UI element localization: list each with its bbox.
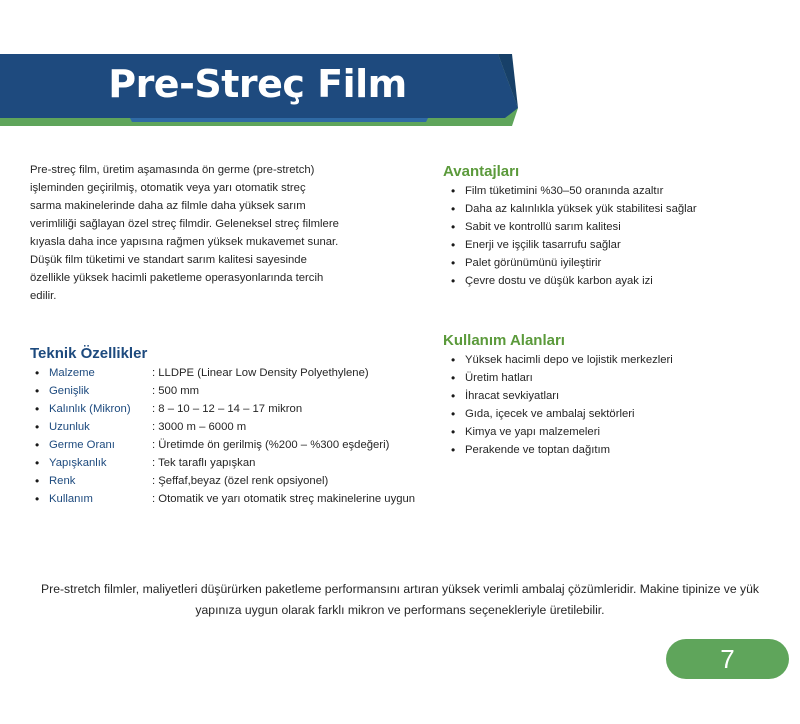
spec-label: Kullanım	[49, 493, 93, 505]
list-item: • Kimya ve yapı malzemeleri	[448, 423, 673, 441]
list-item: • Çevre dostu ve düşük karbon ayak izi	[448, 272, 697, 290]
list-item: • Üretim hatları	[448, 369, 673, 387]
spec-row	[32, 418, 415, 436]
spec-label: Kalınlık (Mikron)	[49, 403, 131, 415]
spec-row	[32, 490, 415, 508]
spec-label: Germe Oranı	[49, 439, 115, 451]
closing-paragraph: Pre-stretch filmler, maliyetleri düşürürken paketleme performansını artıran yüksek verimli ambalaj çözümleridir. Makine tipinize ve yük yapınıza uygun olarak farklı mikron ve performans seçenekleriyle üretilebilir.	[41, 582, 759, 617]
list-item: • Film tüketimini %30–50 oranında azaltır	[448, 182, 697, 200]
spec-value: : Şeffaf,beyaz (özel renk opsiyonel)	[152, 475, 329, 487]
spec-label: Uzunluk	[49, 421, 90, 433]
spec-value: : Üretimde ön gerilmiş (%200 – %300 eşdeğeri)	[152, 439, 390, 451]
usage-heading: Kullanım Alanları	[443, 332, 565, 349]
spec-label: Renk	[49, 475, 76, 487]
list-item: • Perakende ve toptan dağıtım	[448, 441, 673, 459]
list-item: • Daha az kalınlıkla yüksek yük stabilitesi sağlar	[448, 200, 697, 218]
spec-row	[32, 382, 415, 400]
spec-label: Genişlik	[49, 385, 90, 397]
advantages-heading: Avantajları	[443, 163, 520, 180]
banner-light-edge	[130, 118, 428, 122]
spec-value: : 3000 m – 6000 m	[152, 421, 247, 433]
spec-value: : 500 mm	[152, 385, 200, 397]
list-item: • Palet görünümünü iyileştirir	[448, 254, 697, 272]
list-item: • Sabit ve kontrollü sarım kalitesi	[448, 218, 697, 236]
spec-row	[32, 400, 415, 418]
spec-row	[32, 454, 415, 472]
page-number-badge: 7	[666, 639, 789, 679]
list-item: • Yüksek hacimli depo ve lojistik merkezleri	[448, 351, 673, 369]
spec-value: : 8 – 10 – 12 – 14 – 17 mikron	[152, 403, 303, 415]
list-item: • Gıda, içecek ve ambalaj sektörleri	[448, 405, 673, 423]
spec-row	[32, 472, 415, 490]
list-item: • İhracat sevkiyatları	[448, 387, 673, 405]
specs-list	[32, 364, 415, 508]
page-title: Pre-Streç Film	[108, 62, 407, 106]
spec-value: : LLDPE (Linear Low Density Polyethylene)	[152, 367, 369, 379]
usage-list	[448, 351, 673, 459]
spec-row	[32, 436, 415, 454]
spec-row	[32, 364, 415, 382]
advantages-list	[448, 182, 697, 290]
spec-label: Malzeme	[49, 367, 95, 379]
intro-paragraph: Pre-streç film, üretim aşamasında ön germe (pre-stretch) işleminden geçirilmiş, otomatik veya yarı otomatik streç sarma makinelerinde daha az filmle daha yüksek sarım verimliliği sağlayan özel streç filmdir. Geleneksel streç filmlere kıyasla daha ince yapısına rağmen yüksek mukavemet sunar. Düşük film tüketimi ve standart sarım kalitesi sayesinde özellikle yüksek hacimli paketleme operasyonlarında tercih edilir.	[30, 164, 339, 302]
spec-label: Yapışkanlık	[49, 457, 107, 469]
spec-value: : Otomatik ve yarı otomatik streç makinelerine uygun	[152, 493, 416, 505]
spec-value: : Tek taraflı yapışkan	[152, 457, 256, 469]
specs-heading: Teknik Özellikler	[30, 345, 148, 362]
list-item: • Enerji ve işçilik tasarrufu sağlar	[448, 236, 697, 254]
